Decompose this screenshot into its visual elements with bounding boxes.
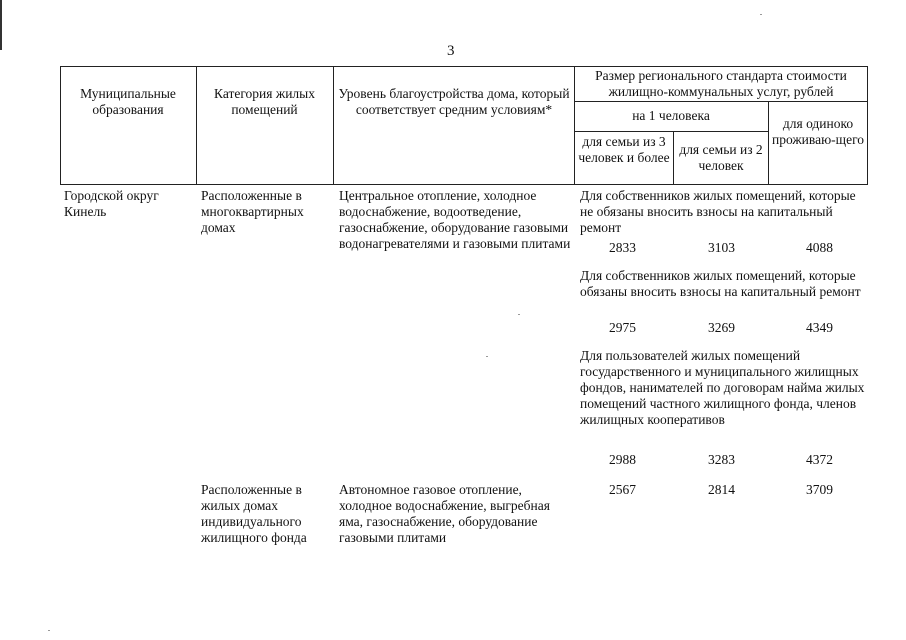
header-single: для одиноко проживаю-щего: [771, 116, 865, 147]
scan-speck: [760, 14, 762, 15]
row2-family-2-value: 2814: [708, 482, 735, 497]
group3-label: Для пользователей жилых помещений государственного и муниципального жилищных фондов, нанимателей по договорам найма жилых помещений частного жилищного фонда, членов жилищных кооперативов: [580, 348, 865, 427]
group1-family-3plus-value: 2833: [609, 240, 636, 255]
group1-family-2-value: 3103: [708, 240, 735, 255]
group1-label: Для собственников жилых помещений, которые не обязаны вносить взносы на капитальный ремонт: [580, 188, 856, 235]
header-municipality: Муниципальные образования: [80, 86, 176, 117]
group1-single-value: 4088: [806, 240, 833, 255]
header-housing-category: Категория жилых помещений: [214, 86, 315, 117]
row2-category: Расположенные в жилых домах индивидуального жилищного фонда: [201, 482, 307, 545]
group3-family-3plus-value: 2988: [609, 452, 636, 467]
scan-edge: [0, 0, 2, 50]
page-number: 3: [447, 43, 455, 59]
row2-single-value: 3709: [806, 482, 833, 497]
group2-single-value: 4349: [806, 320, 833, 335]
group2-family-3plus-value: 2975: [609, 320, 636, 335]
header-family-3plus: для семьи из 3 человек и более: [578, 134, 670, 165]
scan-speck: [48, 630, 50, 631]
row1-municipality: Городской округ Кинель: [64, 188, 159, 219]
group3-single-value: 4372: [806, 452, 833, 467]
group2-family-2-value: 3269: [708, 320, 735, 335]
header-per-person: на 1 человека: [632, 108, 710, 123]
group3-family-2-value: 3283: [708, 452, 735, 467]
header-standard-title: Размер регионального стандарта стоимости жилищно-коммунальных услуг, рублей: [595, 68, 847, 99]
row1-amenity: Центральное отопление, холодное водоснабжение, водоотведение, газоснабжение, оборудование газовыми водонагревателями и газовыми плитами: [339, 188, 571, 251]
header-amenity-level: Уровень благоустройства дома, который соответствует средним условиям*: [338, 86, 570, 117]
group2-label: Для собственников жилых помещений, которые обязаны вносить взносы на капитальный ремонт: [580, 268, 861, 299]
row1-category: Расположенные в многоквартирных домах: [201, 188, 304, 235]
header-family-2: для семьи из 2 человек: [679, 142, 763, 173]
scan-speck: [518, 314, 520, 315]
row2-amenity: Автономное газовое отопление, холодное водоснабжение, выгребная яма, газоснабжение, оборудование газовыми плитами: [339, 482, 550, 545]
row2-family-3plus-value: 2567: [609, 482, 636, 497]
scan-speck: [486, 356, 488, 357]
